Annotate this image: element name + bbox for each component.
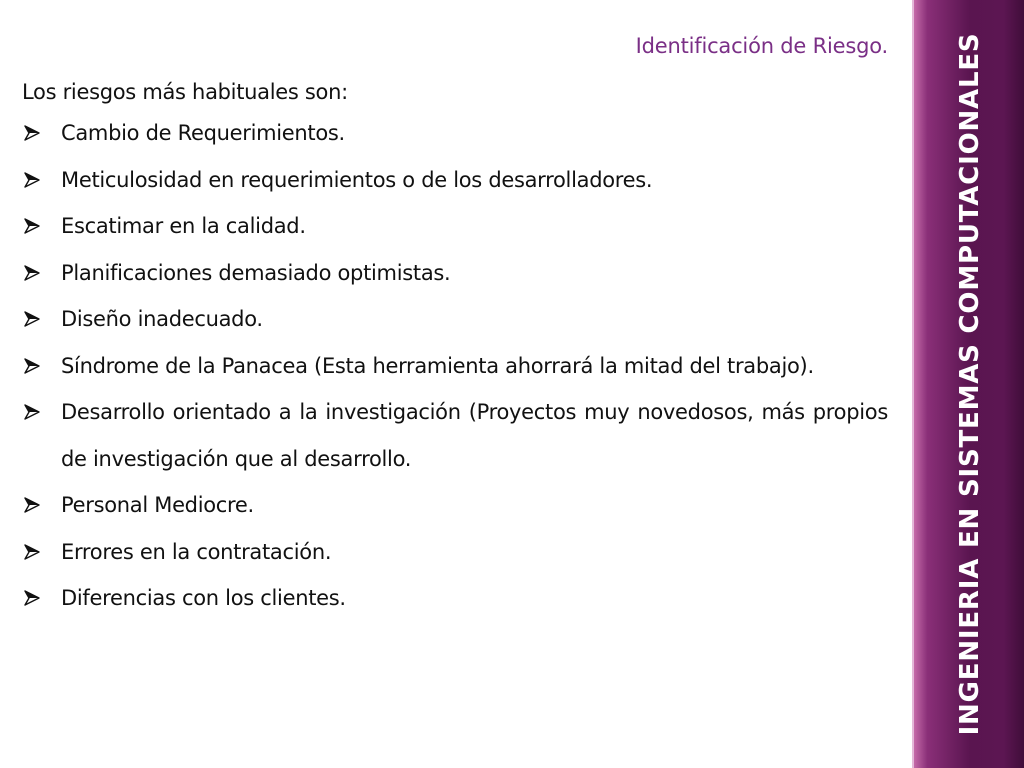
list-item (22, 529, 888, 576)
list-item-text: Errores en la contratación. (61, 539, 332, 564)
slide-heading: Identificación de Riesgo. (635, 34, 888, 58)
arrow-bullet-icon (24, 110, 42, 156)
arrow-bullet-icon (24, 482, 42, 528)
list-item-text: Síndrome de la Panacea (Esta herramienta ahorrará la mitad del trabajo). (61, 353, 814, 378)
list-item-text: Personal Mediocre. (61, 493, 254, 517)
arrow-bullet-icon (24, 575, 42, 621)
list-item-text: Diferencias con los clientes. (61, 586, 346, 610)
list-item (22, 296, 888, 343)
sidebar-banner (912, 0, 1024, 768)
arrow-bullet-icon (24, 296, 42, 342)
arrow-bullet-icon (24, 250, 42, 296)
list-item (22, 203, 888, 250)
arrow-bullet-icon (24, 157, 42, 203)
list-item (22, 157, 888, 204)
list-item (22, 110, 888, 157)
list-item-text: Escatimar en la calidad. (61, 214, 306, 238)
list-item-text: Cambio de Requerimientos. (61, 121, 345, 145)
risk-list (22, 110, 888, 622)
slide-content (22, 76, 888, 622)
list-item (22, 343, 888, 390)
intro-text: Los riesgos más habituales son: (22, 80, 348, 104)
list-item-text: Planificaciones demasiado optimistas. (61, 260, 451, 285)
arrow-bullet-icon (24, 343, 42, 389)
list-item (22, 575, 888, 622)
list-item (22, 250, 888, 297)
arrow-bullet-icon (24, 529, 42, 575)
list-item (22, 389, 888, 482)
list-item-text: Desarrollo orientado a la investigación (Proyectos muy novedosos, más propios de investigación que al desarrollo. (61, 400, 888, 471)
arrow-bullet-icon (24, 203, 42, 249)
sidebar-title: INGENIERIA EN SISTEMAS COMPUTACIONALES (955, 32, 985, 736)
list-item-text: Diseño inadecuado. (61, 307, 263, 331)
list-item-text: Meticulosidad en requerimientos o de los desarrolladores. (61, 167, 653, 192)
arrow-bullet-icon (24, 389, 42, 435)
list-item (22, 482, 888, 529)
